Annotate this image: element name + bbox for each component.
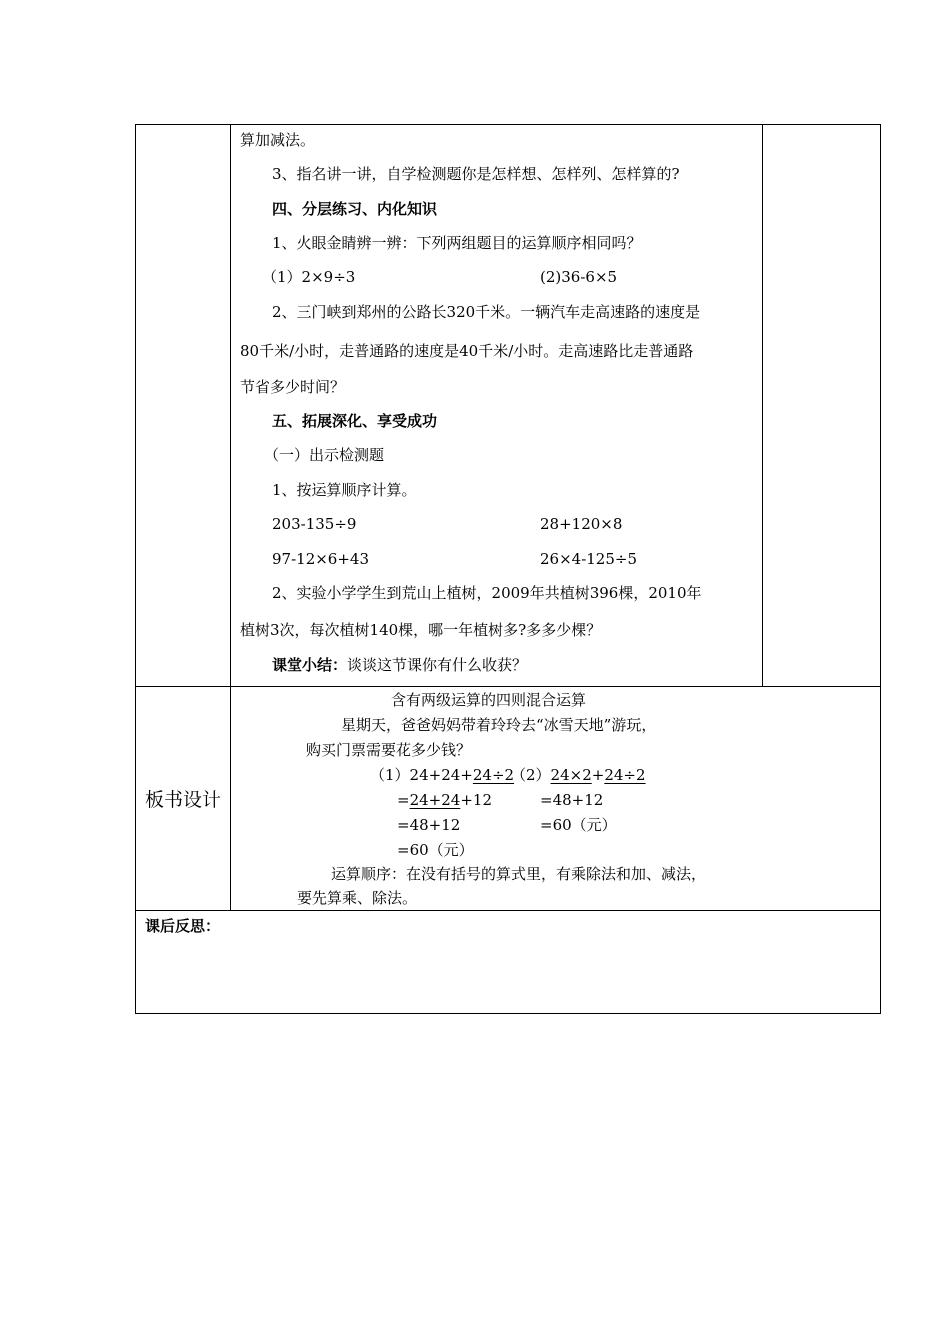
method-1-step: =24+24+12 bbox=[397, 791, 492, 809]
method-1-step: =60（元） bbox=[397, 841, 474, 859]
method-1-step: =48+12 bbox=[397, 816, 461, 834]
board-design-label: 板书设计 bbox=[145, 789, 222, 811]
section-heading: 四、分层练习、内化知识 bbox=[272, 200, 438, 218]
table-border-right bbox=[880, 124, 881, 1014]
expression: 26×4-125÷5 bbox=[540, 550, 638, 568]
method-2-step: =60（元） bbox=[540, 816, 617, 834]
text-line: 80千米/小时，走普通路的速度是40千米/小时。走高速路比走普通路 bbox=[240, 342, 694, 360]
text-line: 算加减法。 bbox=[240, 131, 316, 149]
table-border-top bbox=[135, 124, 881, 125]
board-rule: 运算顺序：在没有括号的算式里，有乘除法和加、减法， bbox=[331, 865, 707, 883]
summary-line bbox=[272, 655, 527, 675]
text-line: 2、实验小学学生到荒山上植树，2009年共植树396棵，2010年 bbox=[272, 584, 702, 602]
text-line: 2、三门峡到郑州的公路长320千米。一辆汽车走高速路的速度是 bbox=[272, 303, 701, 321]
expression: （1）2×9÷3 bbox=[262, 268, 356, 286]
summary-text: 谈谈这节课你有什么收获？ bbox=[347, 656, 528, 674]
table-col-divider-1 bbox=[230, 124, 231, 911]
table-border-bottom bbox=[135, 1013, 881, 1014]
method-2-expression: （2）24×2+24÷2 bbox=[511, 766, 646, 784]
method-1-expression: （1）24+24+24÷2 bbox=[370, 766, 515, 784]
method-2-step: =48+12 bbox=[540, 791, 604, 809]
text-line: 3、指名讲一讲，自学检测题你是怎样想、怎样列、怎样算的? bbox=[272, 165, 680, 183]
expression: (2)36-6×5 bbox=[540, 268, 618, 286]
table-border-row1 bbox=[135, 686, 881, 687]
board-problem: 购买门票需要花多少钱？ bbox=[306, 741, 472, 759]
summary-label: 课堂小结： bbox=[272, 656, 348, 674]
text-line: （一）出示检测题 bbox=[264, 446, 385, 464]
text-line: 植树3次，每次植树140棵，哪一年植树多?多多少棵？ bbox=[240, 621, 602, 639]
text-line: 1、按运算顺序计算。 bbox=[272, 481, 417, 499]
board-rule: 要先算乘、除法。 bbox=[297, 889, 418, 907]
board-problem: 星期天，爸爸妈妈带着玲玲去“冰雪天地”游玩， bbox=[341, 716, 657, 734]
table-col-divider-2 bbox=[762, 124, 763, 687]
table-border-left bbox=[135, 124, 136, 1014]
expression: 203-135÷9 bbox=[272, 515, 357, 533]
text-line: 节省多少时间？ bbox=[240, 378, 346, 396]
text-line: 1、火眼金睛辨一辨：下列两组题目的运算顺序相同吗？ bbox=[272, 234, 642, 252]
table-border-row2 bbox=[135, 910, 881, 911]
section-heading: 五、拓展深化、享受成功 bbox=[272, 412, 438, 430]
expression: 97-12×6+43 bbox=[272, 550, 370, 568]
board-title: 含有两级运算的四则混合运算 bbox=[391, 691, 587, 709]
expression: 28+120×8 bbox=[540, 515, 623, 533]
reflection-label: 课后反思： bbox=[145, 917, 221, 935]
